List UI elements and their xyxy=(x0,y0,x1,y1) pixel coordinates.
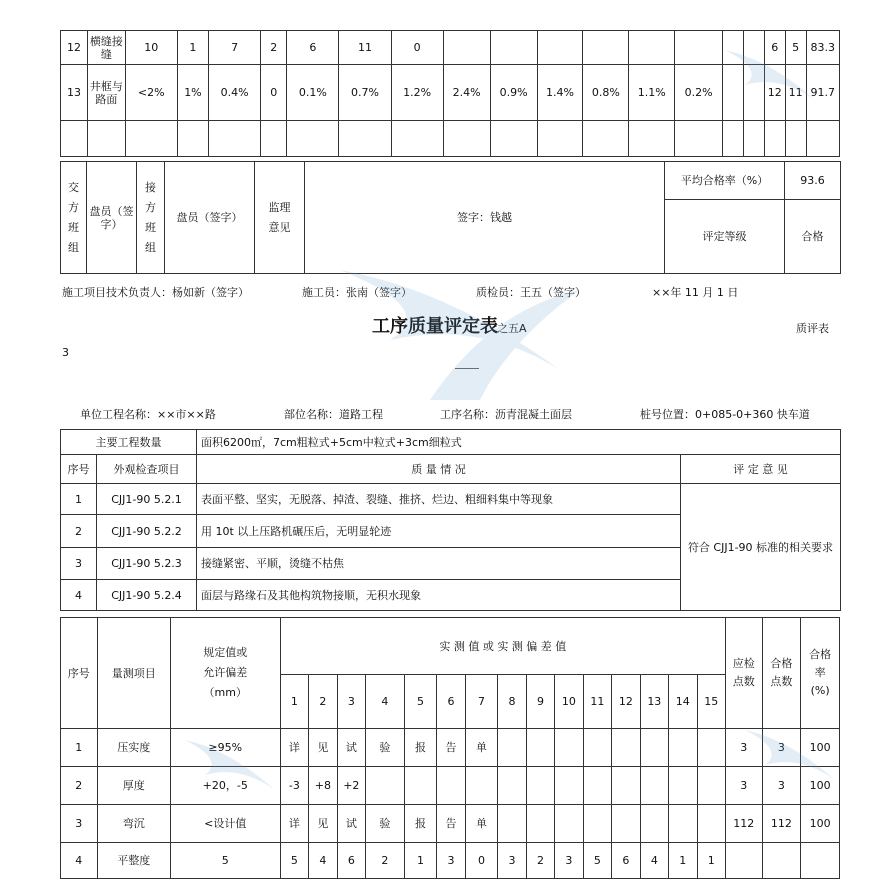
value-cell: 2 xyxy=(526,843,554,879)
supervisor-signature: 签字：钱越 xyxy=(305,162,665,274)
pass-cell: 3 xyxy=(762,767,801,805)
value-cell: +8 xyxy=(309,767,337,805)
col-number: 3 xyxy=(337,675,365,729)
handover-team-label: 交方班组 xyxy=(61,162,87,274)
table-row xyxy=(61,767,840,805)
col-number: 14 xyxy=(669,675,697,729)
pass-cell: 112 xyxy=(762,805,801,843)
value-cell xyxy=(498,767,526,805)
station-position: 桩号位置：0+085-0+360 快车道 xyxy=(640,408,810,421)
row-item: 平整度 xyxy=(97,843,170,879)
value-cell: 1 xyxy=(669,843,697,879)
value-cell xyxy=(697,805,725,843)
count-cell: 6 xyxy=(764,31,785,65)
quantity-value: 面积6200㎡，7cm粗粒式+5cm中粒式+3cm细粒式 xyxy=(197,430,841,455)
measure-table xyxy=(60,617,840,879)
row-no: 4 xyxy=(61,843,98,879)
date-text: ××年 11 月 1 日 xyxy=(652,286,739,299)
header-values: 实 测 值 或 实 测 偏 差 值 xyxy=(280,618,725,675)
value-cell xyxy=(437,767,465,805)
title-divider xyxy=(455,368,479,369)
value-cell: 0.1% xyxy=(287,65,339,121)
row-text: 接缝紧密、平顺，烫缝不枯焦 xyxy=(197,548,681,580)
value-cell: 3 xyxy=(498,843,526,879)
header-status: 质 量 情 况 xyxy=(197,455,681,484)
row-item: 厚度 xyxy=(97,767,170,805)
count-cell: 112 xyxy=(726,805,763,843)
value-cell: 5 xyxy=(280,843,308,879)
receiver-sign-label: 盘员（签字） xyxy=(165,162,255,274)
grade-value: 合格 xyxy=(785,200,841,274)
value-cell: 0.2% xyxy=(675,65,723,121)
row-item: CJJ1-90 5.2.4 xyxy=(97,580,197,611)
value-cell: 6 xyxy=(337,843,365,879)
tech-lead-sign: 施工项目技术负责人：杨如新（签字） xyxy=(62,286,249,299)
form-code: 质评表 xyxy=(796,322,829,335)
value-cell: +2 xyxy=(337,767,365,805)
grade-label: 评定等级 xyxy=(665,200,785,274)
value-cell xyxy=(555,767,583,805)
row-spec: 5 xyxy=(170,843,280,879)
table-row xyxy=(61,121,840,157)
value-cell: 3 xyxy=(555,843,583,879)
row-item: CJJ1-90 5.2.3 xyxy=(97,548,197,580)
col-number: 6 xyxy=(437,675,465,729)
value-cell: 0.8% xyxy=(583,65,629,121)
page-subtitle: 之五A xyxy=(497,322,527,335)
value-cell xyxy=(612,767,640,805)
value-cell xyxy=(583,805,611,843)
value-cell xyxy=(537,31,583,65)
value-cell: 0 xyxy=(465,843,498,879)
value-cell: 7 xyxy=(209,31,261,65)
row-no: 13 xyxy=(61,65,88,121)
col-number: 11 xyxy=(583,675,611,729)
header-spec: 规定值或允许偏差（mm） xyxy=(170,618,280,729)
value-cell: 告 xyxy=(437,805,465,843)
worker-sign: 施工员：张南（签字） xyxy=(302,286,412,299)
table-row xyxy=(61,484,841,515)
page-number: 3 xyxy=(62,346,69,359)
row-text: 用 10t 以上压路机碾压后，无明显轮迹 xyxy=(197,515,681,548)
value-cell: 单 xyxy=(465,805,498,843)
value-cell: 1.4% xyxy=(537,65,583,121)
value-cell xyxy=(697,729,725,767)
value-cell: 1 xyxy=(697,843,725,879)
value-cell: 1 xyxy=(177,31,208,65)
header-item: 外观检查项目 xyxy=(97,455,197,484)
value-cell: 试 xyxy=(337,729,365,767)
rate-cell: 91.7 xyxy=(806,65,840,121)
avg-rate-value: 93.6 xyxy=(785,162,841,200)
col-number: 5 xyxy=(404,675,437,729)
value-cell: 报 xyxy=(404,729,437,767)
value-cell xyxy=(526,805,554,843)
row-spec: <设计值 xyxy=(170,805,280,843)
row-no: 2 xyxy=(61,767,98,805)
table-row xyxy=(61,729,840,767)
value-cell xyxy=(697,767,725,805)
value-cell: 详 xyxy=(280,805,308,843)
col-number: 12 xyxy=(612,675,640,729)
value-cell xyxy=(583,729,611,767)
value-cell xyxy=(366,767,405,805)
row-no: 3 xyxy=(61,805,98,843)
header-opinion: 评 定 意 见 xyxy=(681,455,841,484)
value-cell xyxy=(583,31,629,65)
value-cell: 3 xyxy=(437,843,465,879)
rate-cell: 100 xyxy=(801,805,840,843)
row-no: 3 xyxy=(61,548,97,580)
value-cell: 4 xyxy=(640,843,668,879)
rate-cell: 83.3 xyxy=(806,31,840,65)
col-number: 7 xyxy=(465,675,498,729)
value-cell: 0 xyxy=(261,65,287,121)
col-number: 15 xyxy=(697,675,725,729)
row-no: 1 xyxy=(61,729,98,767)
row-text: 面层与路缘石及其他构筑物接顺，无积水现象 xyxy=(197,580,681,611)
value-cell xyxy=(723,65,744,121)
value-cell: 0.9% xyxy=(490,65,537,121)
value-cell xyxy=(743,65,764,121)
value-cell: 0.7% xyxy=(339,65,391,121)
signature-table xyxy=(60,161,841,274)
value-cell xyxy=(743,31,764,65)
value-cell xyxy=(640,805,668,843)
value-cell xyxy=(640,767,668,805)
value-cell xyxy=(612,805,640,843)
value-cell: 11 xyxy=(339,31,391,65)
pass-cell: 11 xyxy=(785,65,806,121)
value-cell xyxy=(669,767,697,805)
value-cell: 验 xyxy=(366,805,405,843)
opinion-text: 符合 CJJ1-90 标准的相关要求 xyxy=(681,484,841,611)
value-cell: 2 xyxy=(261,31,287,65)
visual-table xyxy=(60,429,841,611)
row-no: 12 xyxy=(61,31,88,65)
value-cell: 1% xyxy=(177,65,208,121)
table-row xyxy=(61,843,840,879)
page-title: 工序质量评定表 xyxy=(372,316,498,337)
value-cell: 试 xyxy=(337,805,365,843)
header-rate: 合格率(%) xyxy=(801,618,840,729)
value-cell: 5 xyxy=(583,843,611,879)
value-cell xyxy=(675,31,723,65)
value-cell: 1.1% xyxy=(629,65,675,121)
value-cell xyxy=(443,31,490,65)
value-cell xyxy=(498,729,526,767)
value-cell: 6 xyxy=(612,843,640,879)
col-number: 9 xyxy=(526,675,554,729)
value-cell xyxy=(526,767,554,805)
value-cell xyxy=(612,729,640,767)
row-text: 表面平整、坚实，无脱落、掉渣、裂缝、推挤、烂边、粗细料集中等现象 xyxy=(197,484,681,515)
value-cell: 1.2% xyxy=(391,65,443,121)
row-item: CJJ1-90 5.2.1 xyxy=(97,484,197,515)
value-cell: 6 xyxy=(287,31,339,65)
count-cell: 3 xyxy=(726,767,763,805)
quantity-label: 主要工程数量 xyxy=(61,430,197,455)
value-cell: 报 xyxy=(404,805,437,843)
rate-cell: 100 xyxy=(801,767,840,805)
row-item: 压实度 xyxy=(97,729,170,767)
row-spec: +20，-5 xyxy=(170,767,280,805)
row-item: 井框与路面 xyxy=(88,65,126,121)
value-cell: 单 xyxy=(465,729,498,767)
value-cell: 见 xyxy=(309,729,337,767)
unit-name: 单位工程名称：××市××路 xyxy=(80,408,216,421)
value-cell xyxy=(404,767,437,805)
value-cell xyxy=(640,729,668,767)
value-cell xyxy=(555,729,583,767)
value-cell xyxy=(629,31,675,65)
row-item: 横缝接缝 xyxy=(88,31,126,65)
pass-cell: 3 xyxy=(762,729,801,767)
value-cell: 告 xyxy=(437,729,465,767)
value-cell xyxy=(723,31,744,65)
col-number: 4 xyxy=(366,675,405,729)
count-cell: 3 xyxy=(726,729,763,767)
row-item: 弯沉 xyxy=(97,805,170,843)
value-cell xyxy=(555,805,583,843)
supervisor-opinion-label: 监理意见 xyxy=(255,162,305,274)
count-cell xyxy=(726,843,763,879)
handover-sign-label: 盘员（签字） xyxy=(87,162,137,274)
table-row xyxy=(61,31,840,65)
row-no: 4 xyxy=(61,580,97,611)
value-cell xyxy=(583,767,611,805)
count-cell: 12 xyxy=(764,65,785,121)
rate-cell xyxy=(801,843,840,879)
process-name: 工序名称：沥青混凝土面层 xyxy=(440,408,572,421)
value-cell: 1 xyxy=(404,843,437,879)
pass-cell: 5 xyxy=(785,31,806,65)
value-cell xyxy=(498,805,526,843)
table-row xyxy=(61,65,840,121)
header-count: 应检点数 xyxy=(726,618,763,729)
row-spec: ≥95% xyxy=(170,729,280,767)
value-cell xyxy=(669,805,697,843)
value-cell: 10 xyxy=(125,31,177,65)
col-number: 2 xyxy=(309,675,337,729)
value-cell: 见 xyxy=(309,805,337,843)
value-cell: 验 xyxy=(366,729,405,767)
receiver-team-label: 接方班组 xyxy=(137,162,165,274)
value-cell: 0.4% xyxy=(209,65,261,121)
value-cell: 详 xyxy=(280,729,308,767)
inspector-sign: 质检员：王五（签字） xyxy=(476,286,586,299)
value-cell xyxy=(490,31,537,65)
header-item: 量测项目 xyxy=(97,618,170,729)
avg-rate-label: 平均合格率（%） xyxy=(665,162,785,200)
row-no: 1 xyxy=(61,484,97,515)
value-cell: 2 xyxy=(366,843,405,879)
col-number: 8 xyxy=(498,675,526,729)
col-number: 1 xyxy=(280,675,308,729)
value-cell xyxy=(465,767,498,805)
value-cell xyxy=(669,729,697,767)
row-no: 2 xyxy=(61,515,97,548)
part-name: 部位名称：道路工程 xyxy=(284,408,383,421)
col-number: 13 xyxy=(640,675,668,729)
value-cell: 4 xyxy=(309,843,337,879)
value-cell xyxy=(526,729,554,767)
header-no: 序号 xyxy=(61,618,98,729)
value-cell: 2.4% xyxy=(443,65,490,121)
header-no: 序号 xyxy=(61,455,97,484)
table-row xyxy=(61,805,840,843)
top-table xyxy=(60,30,840,157)
pass-cell xyxy=(762,843,801,879)
value-cell: -3 xyxy=(280,767,308,805)
col-number: 10 xyxy=(555,675,583,729)
value-cell: <2% xyxy=(125,65,177,121)
rate-cell: 100 xyxy=(801,729,840,767)
row-item: CJJ1-90 5.2.2 xyxy=(97,515,197,548)
header-pass: 合格点数 xyxy=(762,618,801,729)
value-cell: 0 xyxy=(391,31,443,65)
